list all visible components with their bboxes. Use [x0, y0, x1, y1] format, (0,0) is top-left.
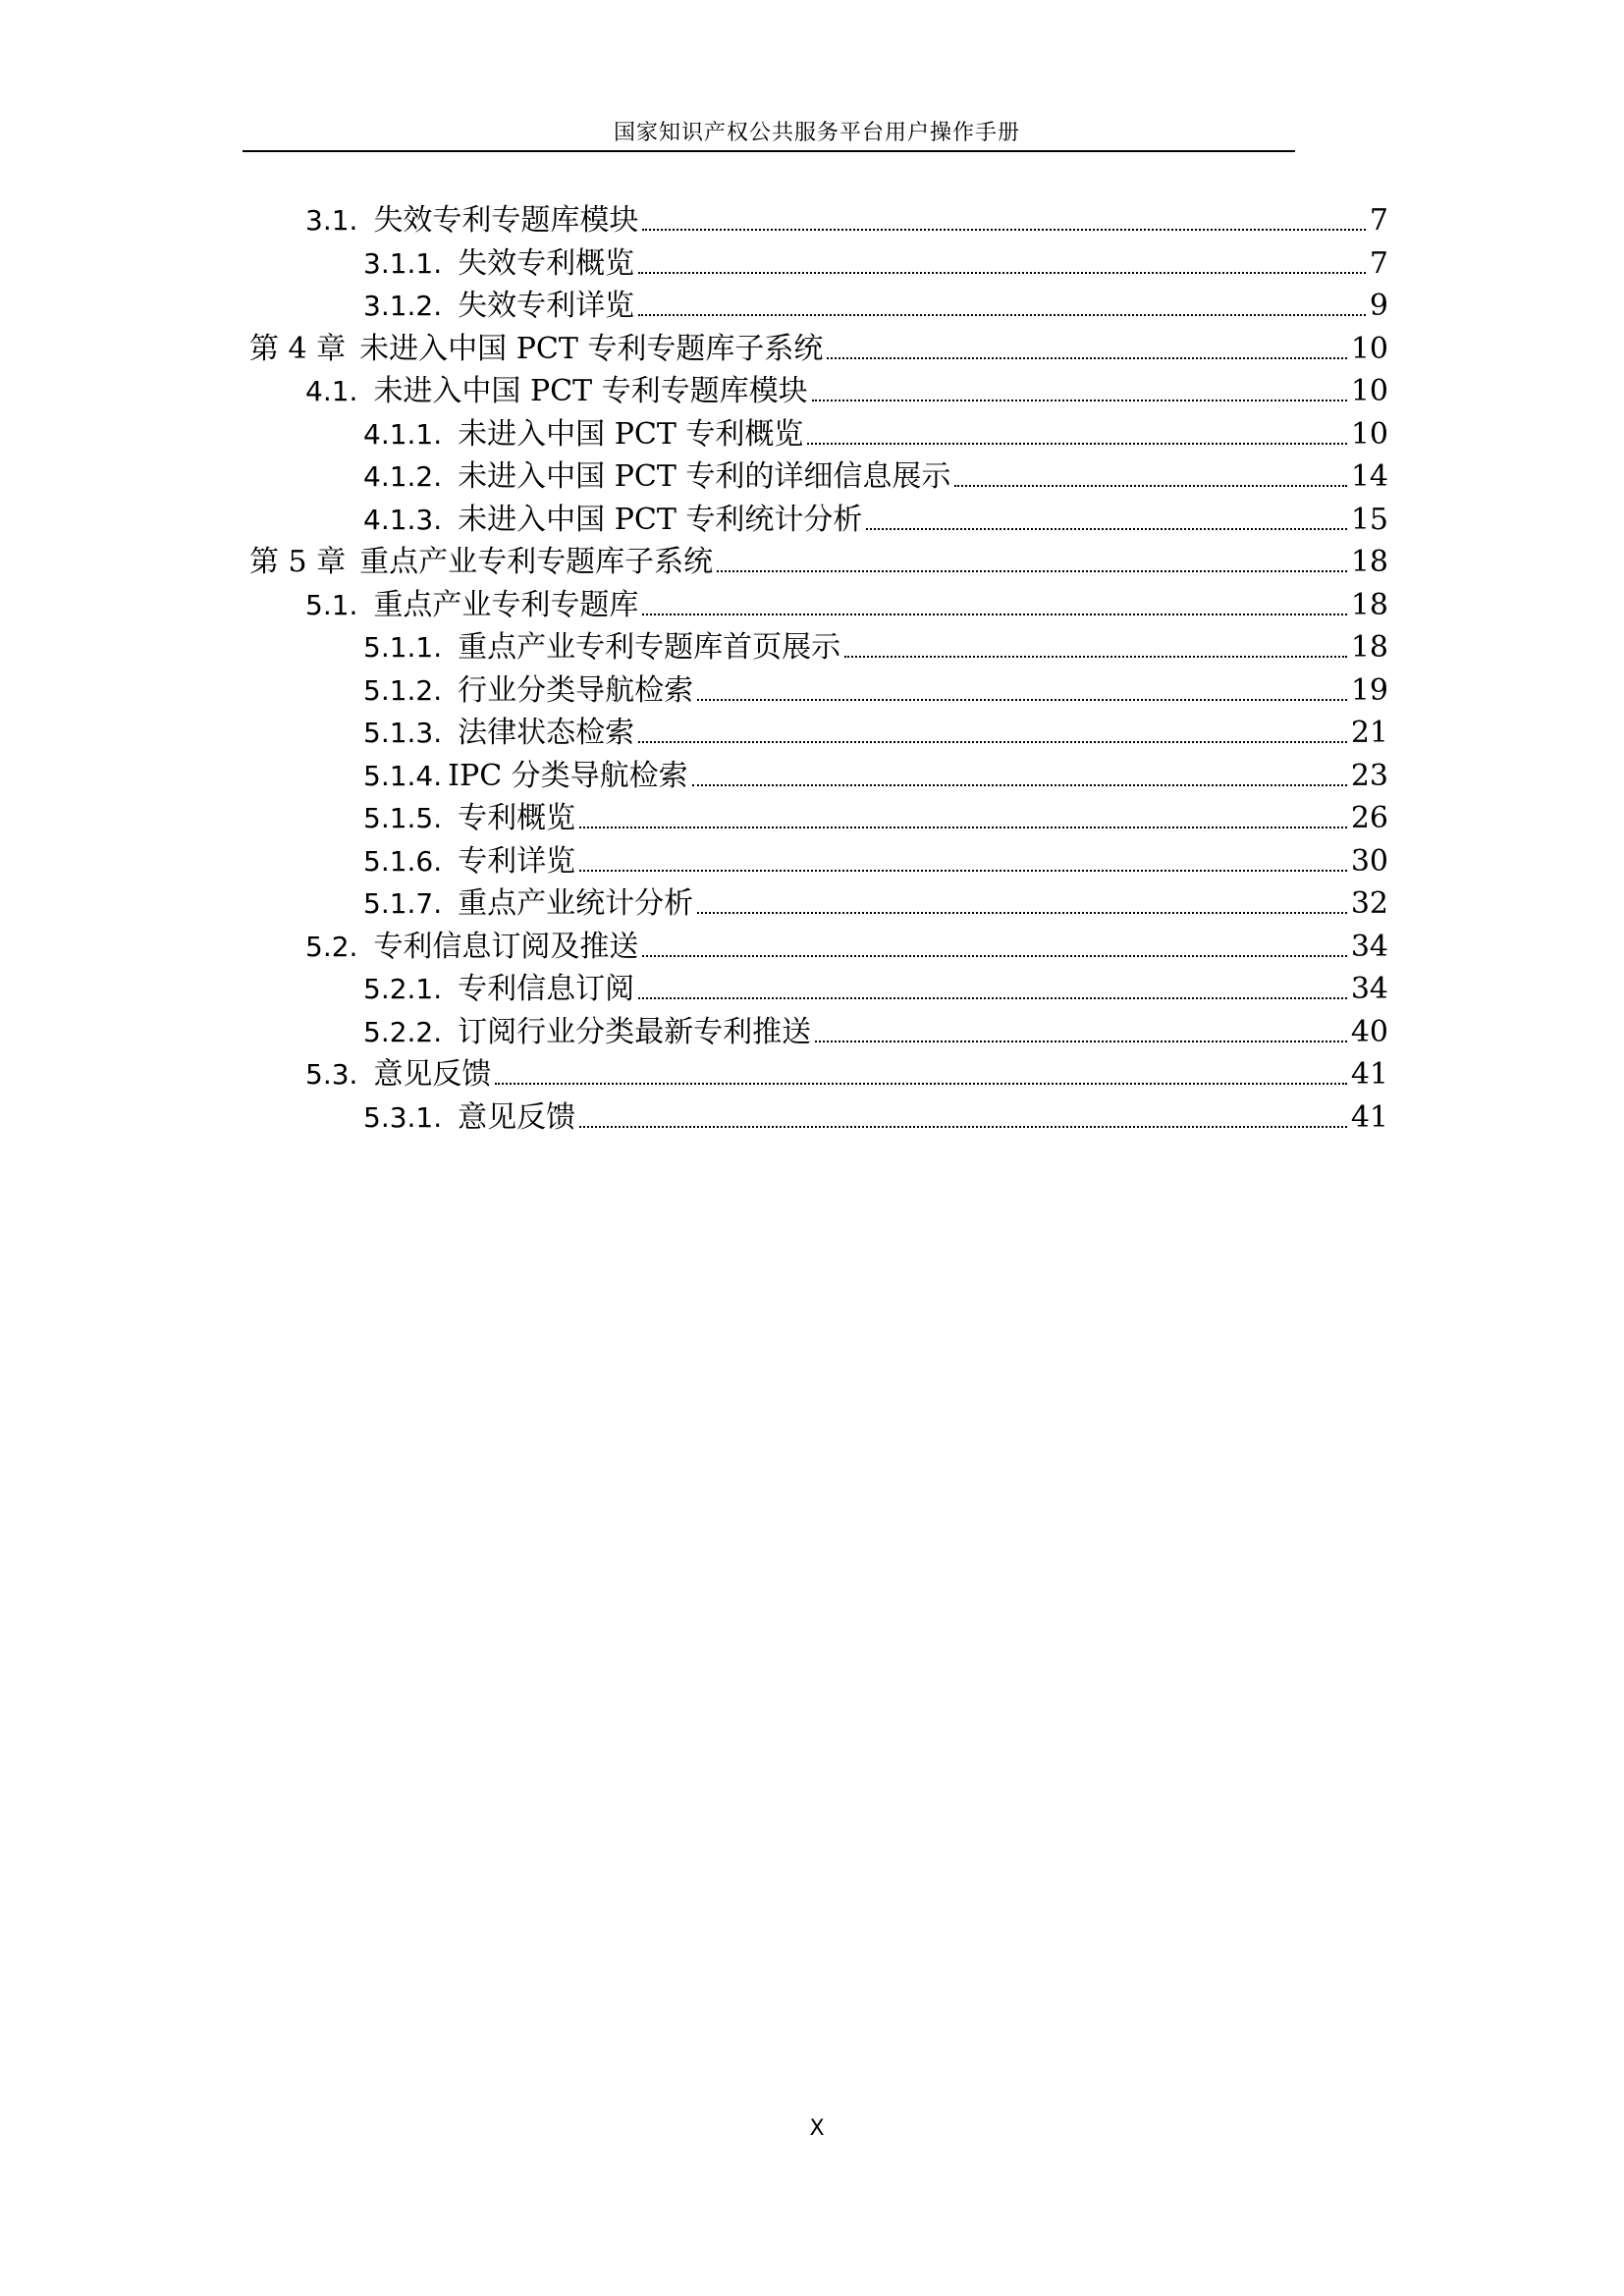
toc-entry-number: 5.1.7.: [363, 887, 443, 920]
toc-dot-leader: [954, 485, 1346, 487]
toc-entry-title: 失效专利详览: [458, 289, 635, 323]
toc-entry-page: 23: [1350, 758, 1388, 793]
toc-entry-page: 7: [1369, 245, 1388, 281]
toc-dot-leader: [697, 912, 1347, 914]
toc-entry-title: 未进入中国 PCT 专利概览: [458, 416, 804, 452]
toc-entry[interactable]: [363, 713, 1388, 752]
toc-entry[interactable]: [305, 371, 1388, 410]
toc-entry-title: 重点产业专利专题库子系统: [359, 545, 714, 579]
toc-entry-title: IPC 分类导航检索: [448, 758, 688, 793]
page-header-title: 国家知识产权公共服务平台用户操作手册: [613, 121, 1020, 145]
toc-entry[interactable]: [363, 798, 1388, 837]
toc-entry[interactable]: [363, 1012, 1388, 1051]
toc-entry-title: 专利详览: [458, 843, 576, 879]
toc-dot-leader: [692, 784, 1347, 786]
toc-entry[interactable]: [305, 585, 1388, 624]
toc-entry[interactable]: [363, 286, 1388, 325]
toc-entry-page: 21: [1350, 716, 1388, 750]
toc-entry-number: 5.1.1.: [363, 631, 443, 664]
toc-dot-leader: [638, 314, 1366, 316]
toc-entry-title: 专利概览: [458, 801, 576, 835]
toc-entry[interactable]: [363, 627, 1388, 667]
toc-entry-number: 4.1.2.: [363, 460, 443, 493]
toc-entry-page: 9: [1369, 289, 1388, 323]
toc-entry-page: 30: [1350, 843, 1388, 879]
toc-entry-page: 41: [1350, 1057, 1388, 1092]
toc-dot-leader: [495, 1083, 1346, 1085]
toc-entry[interactable]: [363, 1097, 1388, 1137]
toc-entry-page: 14: [1350, 459, 1388, 494]
toc-entry-page: 10: [1350, 374, 1388, 408]
toc-entry-page: 19: [1350, 672, 1388, 708]
toc-entry-page: 32: [1350, 886, 1388, 921]
toc-entry[interactable]: [363, 883, 1388, 923]
toc-dot-leader: [815, 1041, 1347, 1042]
toc-entry-number: 5.1.: [305, 588, 358, 621]
toc-entry-title: 未进入中国 PCT 专利的详细信息展示: [458, 459, 951, 494]
toc-entry-title: 未进入中国 PCT 专利统计分析: [458, 502, 863, 537]
toc-entry-title: 失效专利专题库模块: [373, 203, 639, 238]
toc-dot-leader: [638, 997, 1347, 999]
toc-entry-title: 重点产业专利专题库: [373, 587, 639, 622]
toc-entry-page: 40: [1350, 1014, 1388, 1049]
toc-entry-number: 5.3.: [305, 1058, 358, 1091]
toc-entry-title: 失效专利概览: [458, 245, 635, 281]
toc-entry-page: 18: [1350, 587, 1388, 622]
toc-entry-page: 34: [1350, 972, 1388, 1006]
toc-entry-title: 未进入中国 PCT 专利专题库子系统: [359, 331, 824, 366]
toc-entry-number: 3.1.: [305, 204, 358, 237]
toc-dot-leader: [844, 656, 1347, 658]
toc-entry-number: 4.1.: [305, 375, 358, 407]
toc-entry-page: 10: [1350, 331, 1388, 366]
toc-dot-leader: [812, 400, 1347, 401]
toc-entry-number: 5.2.: [305, 930, 358, 963]
toc-entry-title: 专利信息订阅: [458, 972, 635, 1006]
page-number: X: [809, 2116, 825, 2141]
toc-entry-number: 4.1.3.: [363, 503, 443, 536]
toc-entry-number: 5.1.4.: [363, 759, 443, 792]
toc-entry-number: 5.2.2.: [363, 1015, 443, 1048]
toc-entry-title: 法律状态检索: [458, 716, 635, 750]
toc-entry[interactable]: [363, 841, 1388, 881]
toc-entry[interactable]: [363, 670, 1388, 710]
toc-entry[interactable]: [305, 1054, 1388, 1094]
toc-entry-title: 专利信息订阅及推送: [373, 929, 639, 964]
toc-entry-number: 5.2.1.: [363, 973, 443, 1005]
toc-dot-leader: [638, 741, 1347, 743]
header-divider: [243, 150, 1295, 152]
toc-entry[interactable]: [363, 243, 1388, 283]
toc-entry-page: 18: [1350, 545, 1388, 579]
toc-entry-title: 重点产业专利专题库首页展示: [458, 630, 841, 665]
toc-dot-leader: [827, 357, 1346, 359]
toc-entry-number: 4.1.1.: [363, 417, 443, 451]
toc-entry-number: 3.1.2.: [363, 290, 443, 322]
toc-dot-leader: [866, 528, 1346, 530]
toc-entry[interactable]: [249, 329, 1388, 368]
toc-dot-leader: [579, 870, 1347, 872]
toc-entry-number: 5.1.6.: [363, 844, 443, 878]
toc-entry-page: 15: [1350, 502, 1388, 537]
toc-entry[interactable]: [363, 414, 1388, 454]
toc-entry[interactable]: [305, 200, 1388, 240]
toc-entry[interactable]: [363, 456, 1388, 496]
toc-entry-title: 意见反馈: [373, 1057, 492, 1092]
toc-entry-page: 7: [1369, 203, 1388, 238]
toc-dot-leader: [642, 614, 1346, 615]
toc-entry-title: 意见反馈: [458, 1099, 576, 1135]
toc-entry-title: 未进入中国 PCT 专利专题库模块: [373, 374, 808, 408]
toc-entry-number: 5.3.1.: [363, 1100, 443, 1134]
toc-entry[interactable]: [363, 969, 1388, 1008]
toc-dot-leader: [642, 229, 1365, 231]
toc-entry-number: 5.1.5.: [363, 802, 443, 834]
toc-entry-title: 重点产业统计分析: [458, 886, 694, 921]
toc-dot-leader: [807, 443, 1346, 445]
toc-dot-leader: [579, 1126, 1347, 1128]
toc-dot-leader: [697, 699, 1347, 701]
toc-entry-page: 18: [1350, 630, 1388, 665]
toc-entry-page: 26: [1350, 801, 1388, 835]
toc-entry-number: 第 4 章: [249, 331, 347, 366]
toc-entry[interactable]: [305, 927, 1388, 966]
toc-entry-number: 5.1.2.: [363, 673, 443, 707]
toc-entry[interactable]: [363, 756, 1388, 795]
toc-entry[interactable]: [363, 500, 1388, 539]
toc-entry-title: 订阅行业分类最新专利推送: [458, 1014, 812, 1049]
toc-dot-leader: [638, 272, 1366, 274]
toc-entry-page: 41: [1350, 1099, 1388, 1135]
toc-entry-number: 第 5 章: [249, 545, 347, 579]
toc-dot-leader: [717, 570, 1347, 572]
toc-dot-leader: [579, 827, 1347, 828]
toc-entry[interactable]: [249, 542, 1388, 581]
toc-entry-page: 10: [1350, 416, 1388, 452]
toc-entry-number: 5.1.3.: [363, 717, 443, 749]
toc-entry-number: 3.1.1.: [363, 246, 443, 280]
toc-entry-page: 34: [1350, 929, 1388, 964]
toc-entry-title: 行业分类导航检索: [458, 672, 694, 708]
toc-dot-leader: [642, 955, 1346, 957]
